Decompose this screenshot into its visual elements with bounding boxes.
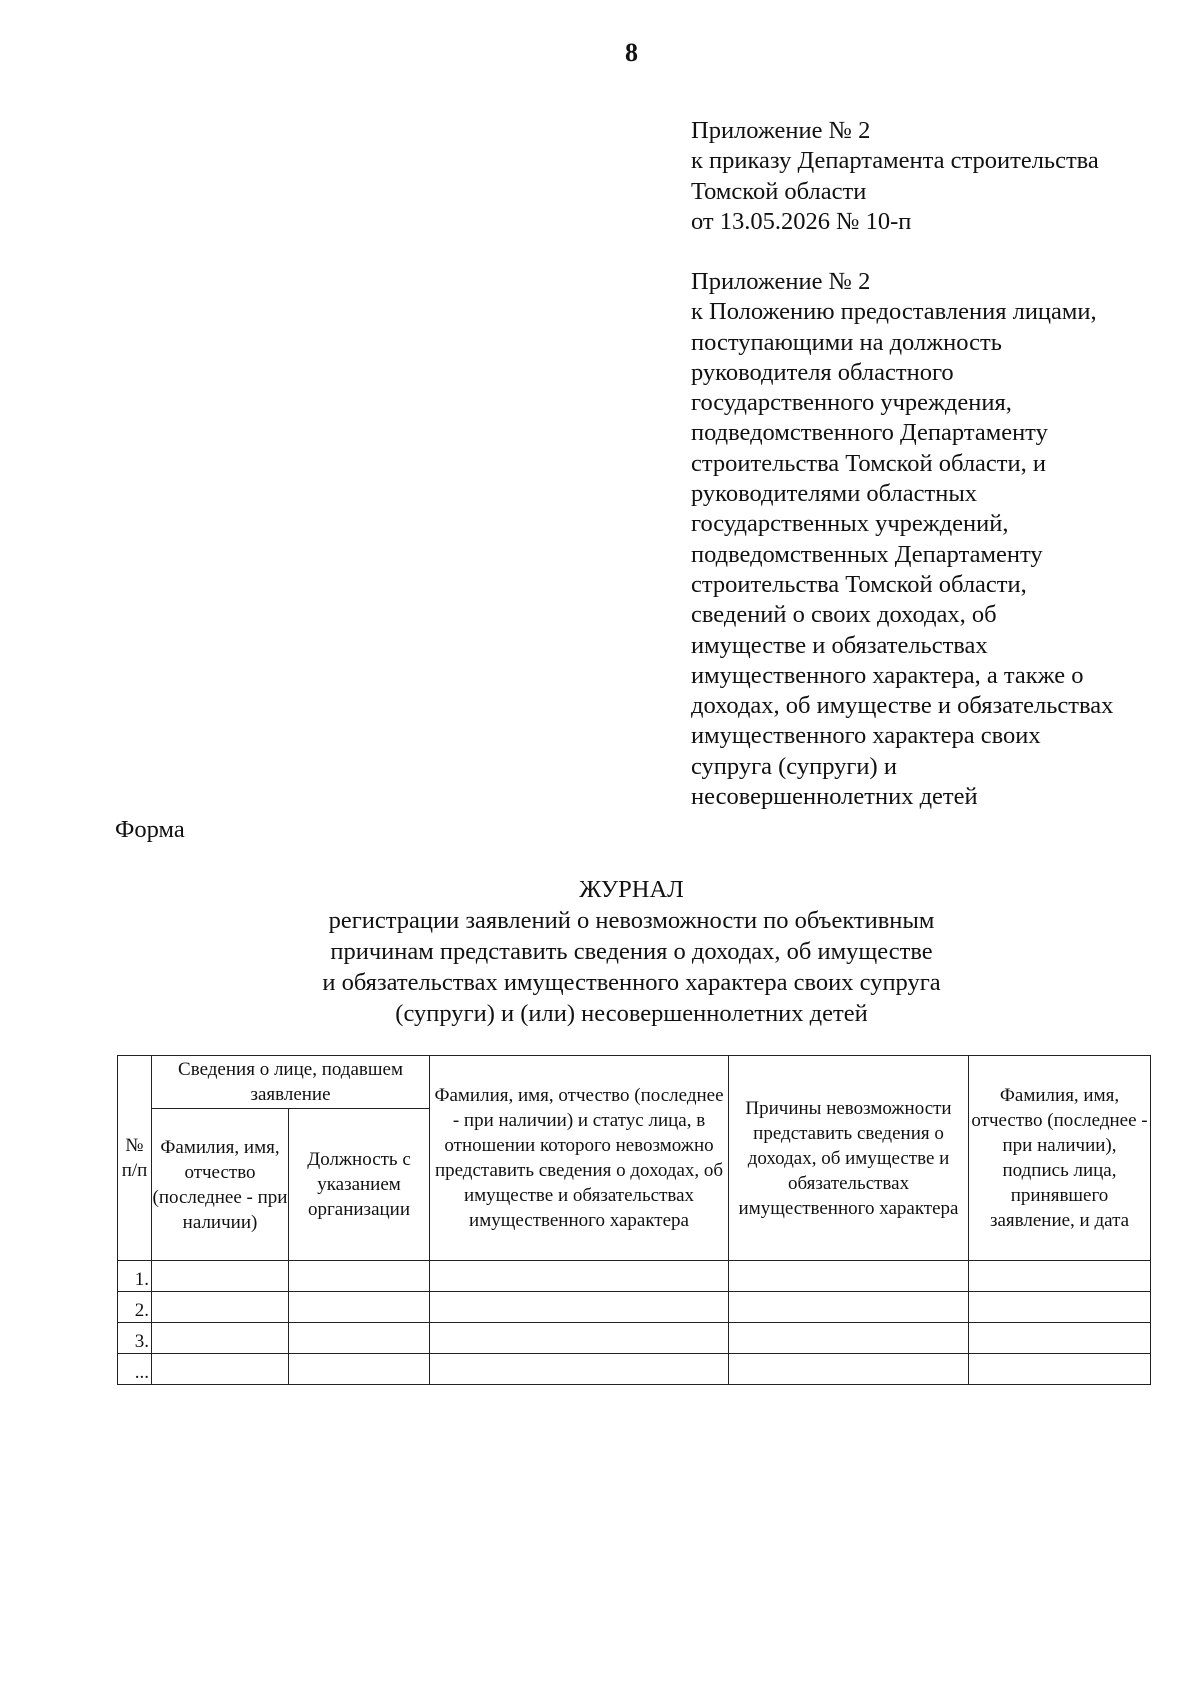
col-header-applicant-group: Сведения о лице, подавшем заявление (152, 1056, 430, 1109)
journal-title: ЖУРНАЛ (579, 876, 684, 903)
table-cell (729, 1323, 969, 1354)
table-cell (969, 1323, 1151, 1354)
journal-subtitle (0, 905, 1200, 1029)
appendix-regulation-line: руководителя областного (691, 358, 954, 386)
table-row (118, 1292, 1151, 1323)
appendix-regulation-line: государственных учреждений, (691, 510, 1009, 538)
table-cell (289, 1261, 430, 1292)
appendix-regulation-line: имущественного характера своих (691, 722, 1041, 750)
appendix-regulation-line: имуществе и обязательствах (691, 631, 988, 659)
appendix-regulation-line: имущественного характера, а также о (691, 661, 1084, 689)
table-cell (729, 1354, 969, 1385)
row-number: 2. (118, 1292, 152, 1323)
table-cell (729, 1261, 969, 1292)
table-cell (729, 1292, 969, 1323)
appendix-order-line: Приложение № 2 (691, 117, 871, 144)
col-header-receiver: Фамилия, имя, отчество (последнее - при наличии), подпись лица, принявшего заявление, и дата (969, 1056, 1151, 1261)
table-cell (289, 1323, 430, 1354)
table-cell (152, 1354, 289, 1385)
row-number: 1. (118, 1261, 152, 1292)
table-cell (430, 1261, 729, 1292)
appendix-regulation-line: сведений о своих доходах, об (691, 601, 997, 629)
table-cell (969, 1261, 1151, 1292)
table-row (118, 1261, 1151, 1292)
form-label: Форма (115, 816, 185, 843)
appendix-regulation-line: несовершеннолетних детей (691, 783, 978, 811)
appendix-regulation-line: подведомственных Департаменту (691, 540, 1043, 568)
appendix-order-block (691, 116, 1171, 237)
table-cell (430, 1292, 729, 1323)
appendix-regulation-line: доходах, об имуществе и обязательствах (691, 692, 1114, 720)
appendix-regulation-line: Приложение № 2 (691, 268, 871, 295)
table-cell (430, 1354, 729, 1385)
row-number: 3. (118, 1323, 152, 1354)
table-row (118, 1354, 1151, 1385)
row-number: ... (118, 1354, 152, 1385)
journal-subtitle-line: причинам представить сведения о доходах, об имуществе (330, 938, 933, 965)
journal-subtitle-line: и обязательствах имущественного характера своих супруга (322, 969, 941, 996)
table-cell (289, 1292, 430, 1323)
appendix-regulation-block (691, 267, 1171, 812)
col-header-applicant-name: Фамилия, имя, отчество (последнее - при наличии) (152, 1109, 289, 1261)
table-cell (289, 1354, 430, 1385)
col-header-reasons: Причины невозможности представить сведения о доходах, об имуществе и обязательствах имущественного характера (729, 1056, 969, 1261)
table-row (118, 1323, 1151, 1354)
appendix-regulation-line: супруга (супруги) и (691, 752, 897, 780)
table-cell (152, 1261, 289, 1292)
journal-subtitle-line: регистрации заявлений о невозможности по объективным (328, 907, 935, 934)
registration-journal-table (117, 1055, 1151, 1385)
appendix-regulation-line: к Положению предоставления лицами, (691, 298, 1097, 326)
col-header-applicant-position: Должность с указанием организации (289, 1109, 430, 1261)
page-number: 8 (625, 38, 638, 67)
appendix-regulation-line: строительства Томской области, (691, 570, 1027, 598)
table-cell (969, 1354, 1151, 1385)
appendix-regulation-line: поступающими на должность (691, 328, 1002, 356)
appendix-order-line: к приказу Департамента строительства (691, 147, 1099, 175)
appendix-regulation-line: государственного учреждения, (691, 389, 1012, 417)
table-cell (152, 1292, 289, 1323)
appendix-regulation-line: строительства Томской области, и (691, 449, 1046, 477)
table-cell (969, 1292, 1151, 1323)
journal-subtitle-line: (супруги) и (или) несовершеннолетних детей (395, 1000, 868, 1027)
col-header-number: № п/п (118, 1056, 152, 1261)
appendix-regulation-line: руководителями областных (691, 480, 978, 508)
col-header-relative: Фамилия, имя, отчество (последнее - при наличии) и статус лица, в отношении которого невозможно представить сведения о доходах, об имуществе и обязательствах имущественного характера (430, 1056, 729, 1261)
appendix-regulation-line: подведомственного Департаменту (691, 419, 1048, 447)
table-cell (430, 1323, 729, 1354)
appendix-order-line: Томской области (691, 177, 867, 205)
table-cell (152, 1323, 289, 1354)
appendix-order-line: от 13.05.2026 № 10-п (691, 207, 912, 235)
